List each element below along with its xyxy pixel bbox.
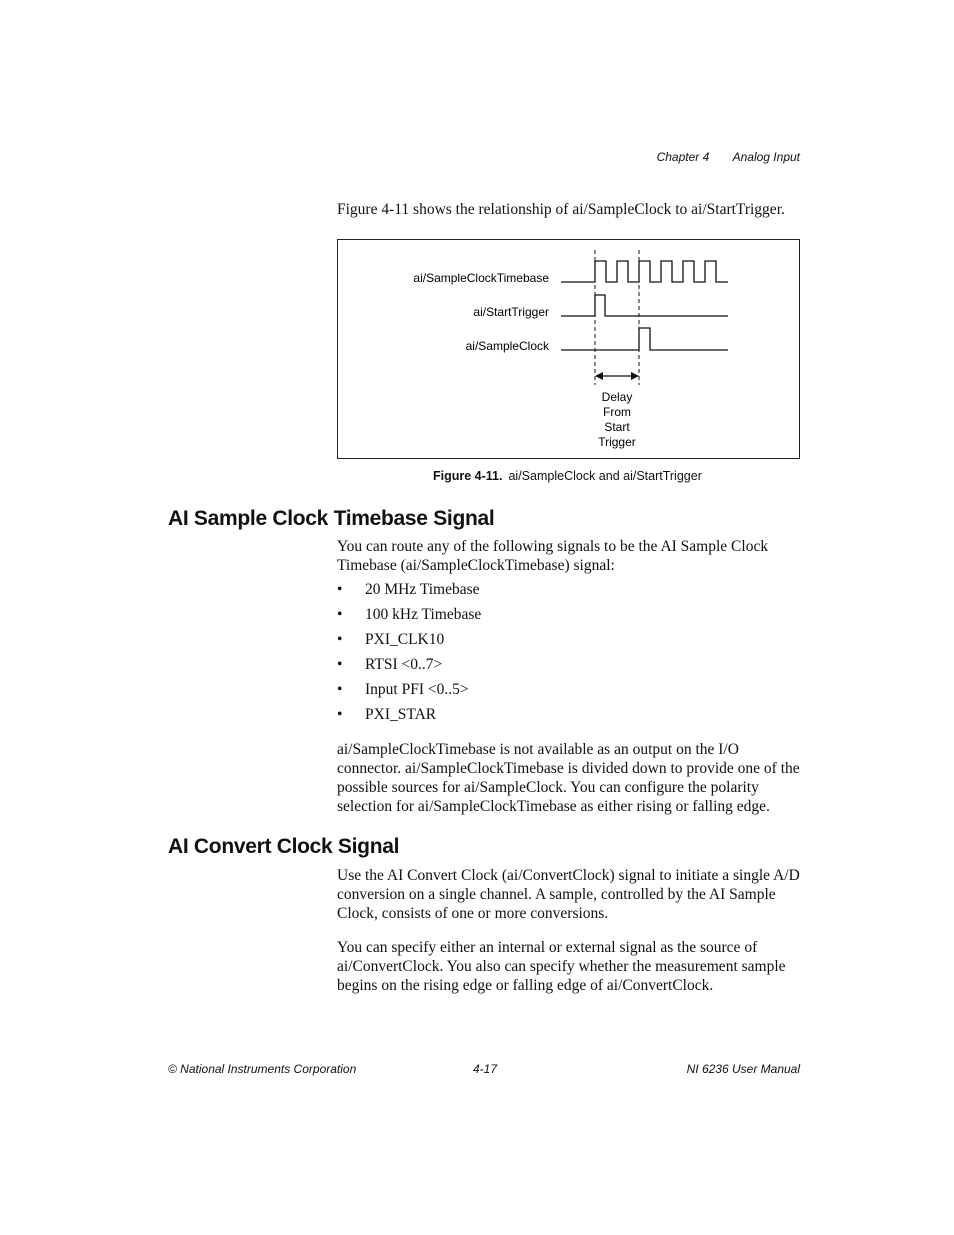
header-section: Analog Input (732, 150, 800, 164)
timebase-source-list (337, 581, 481, 731)
list-item (337, 606, 481, 631)
list-item (337, 706, 481, 731)
timebase-body-paragraph: ai/SampleClockTimebase is not available as an output on the I/O connector. ai/SampleClockTimebase is divided down to provide one of the possible sources for ai/SampleClock. You can configure the polarity selection for ai/SampleClockTimebase as either rising or falling edge. (337, 741, 800, 815)
convert-clock-paragraph-1: Use the AI Convert Clock (ai/ConvertClock) signal to initiate a single A/D conversion on a single channel. A sample, controlled by the AI Sample Clock, consists of one or more conversions. (337, 867, 800, 922)
list-item-text: PXI_CLK10 (365, 631, 445, 648)
figure-caption-number: Figure 4-11. (433, 469, 503, 483)
delay-arrow-left-head (595, 372, 603, 380)
delay-label-line1: Delay (601, 390, 633, 404)
list-item-text: 20 MHz Timebase (365, 581, 480, 598)
list-item-text: RTSI <0..7> (365, 656, 443, 673)
delay-label-line2: From (603, 405, 631, 419)
list-item-text: 100 kHz Timebase (365, 606, 482, 623)
bullet-icon: • (337, 681, 343, 698)
timebase-intro-paragraph: You can route any of the following signals to be the AI Sample Clock Timebase (ai/SampleClockTimebase) signal: (337, 538, 769, 574)
heading-sample-clock-timebase: AI Sample Clock Timebase Signal (168, 507, 495, 530)
figure-caption-text: ai/SampleClock and ai/StartTrigger (508, 469, 702, 483)
delay-label-line4: Trigger (598, 435, 636, 449)
figure-caption (433, 469, 702, 483)
delay-label-line3: Start (604, 420, 630, 434)
bullet-icon: • (337, 631, 343, 648)
list-item (337, 581, 481, 606)
signal-label-sampleclock: ai/SampleClock (465, 339, 549, 353)
bullet-icon: • (337, 706, 343, 723)
heading-convert-clock: AI Convert Clock Signal (168, 835, 400, 858)
timing-diagram-svg (338, 240, 799, 458)
list-item-text: PXI_STAR (365, 706, 437, 723)
list-item (337, 656, 481, 681)
list-item-text: Input PFI <0..5> (365, 681, 469, 698)
waveform-starttrigger (561, 295, 728, 316)
list-item (337, 631, 481, 656)
signal-label-timebase: ai/SampleClockTimebase (413, 271, 549, 285)
footer-manual-title: NI 6236 User Manual (686, 1062, 800, 1076)
bullet-icon: • (337, 606, 343, 623)
bullet-icon: • (337, 581, 343, 598)
signal-label-starttrigger: ai/StartTrigger (473, 305, 549, 319)
delay-arrow-right-head (631, 372, 639, 380)
running-header (637, 150, 800, 164)
bullet-icon: • (337, 656, 343, 673)
waveform-sampleclock (561, 328, 728, 350)
footer-copyright: © National Instruments Corporation (168, 1062, 357, 1076)
figure-intro-text: Figure 4-11 shows the relationship of ai/SampleClock to ai/StartTrigger. (337, 201, 785, 218)
list-item (337, 681, 481, 706)
footer-page-number: 4-17 (473, 1062, 498, 1076)
waveform-timebase (561, 261, 728, 282)
header-chapter: Chapter 4 (656, 150, 710, 164)
convert-clock-paragraph-2: You can specify either an internal or external signal as the source of ai/ConvertClock. You also can specify whether the measurement sample begins on the rising edge or falling edge of ai/ConvertClock. (337, 939, 786, 994)
timing-diagram (337, 239, 800, 459)
